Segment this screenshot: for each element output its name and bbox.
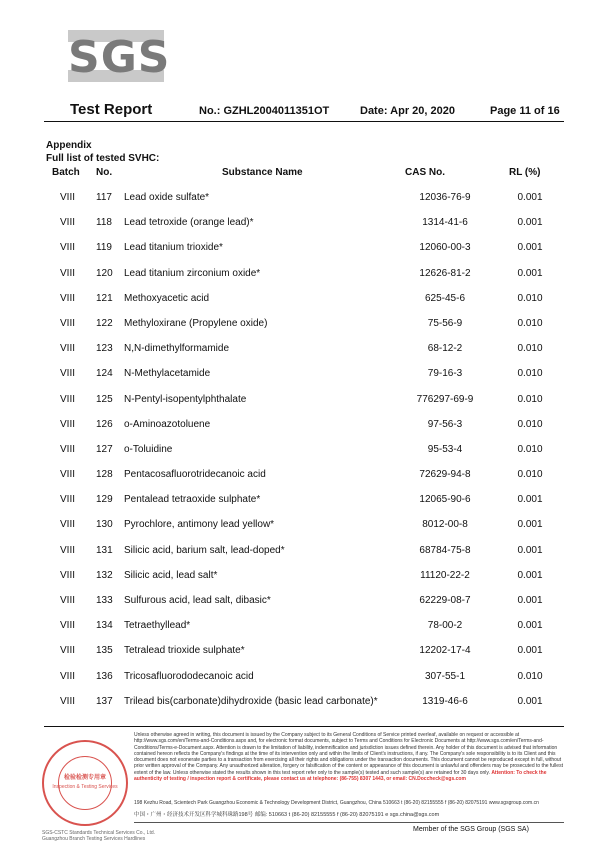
address-chinese: 中国・广州・经济技术开发区科学城科珠路198号 邮编: 510663 t (86-20) 82155555 f (86-20) 82075191 e sgs.china@sgs.com — [134, 812, 440, 818]
cell-cas-number: 95-53-4 — [427, 443, 463, 455]
table-row — [0, 512, 600, 537]
cell-batch: VIII — [60, 620, 76, 632]
cell-substance-name: Lead titanium trioxide* — [124, 242, 223, 254]
cell-no: 126 — [96, 418, 113, 430]
cell-batch: VIII — [60, 544, 76, 556]
cell-no: 119 — [96, 242, 112, 254]
cell-batch: VIII — [60, 519, 76, 531]
report-number: No.: GZHL2004011351OT — [199, 105, 330, 117]
cell-rl: 0.001 — [517, 519, 543, 531]
cell-batch: VIII — [60, 368, 76, 380]
cell-cas-number: 625-45-6 — [424, 292, 466, 304]
cell-cas-number: 12036-76-9 — [419, 192, 471, 203]
cell-cas-number: 8012-00-8 — [422, 519, 468, 531]
cell-cas-number: 12060-00-3 — [419, 242, 471, 254]
branch-name — [42, 830, 155, 842]
cell-batch: VIII — [60, 494, 76, 506]
inspection-stamp — [42, 740, 128, 826]
table-row — [0, 487, 600, 512]
cell-rl: 0.001 — [517, 217, 543, 229]
cell-rl: 0.001 — [517, 569, 543, 581]
disclaimer-body: Unless otherwise agreed in writing, this document is issued by the Company subject to its General Conditions of Service printed overleaf, available on request or accessible at http://www.sgs.com/en/Terms-and-Conditions.aspx and, for electronic format documents, subject to Terms and Conditions for Electronic Documents at http://www.sgs.com/en/Terms-and-Conditions/Terms-e-Document.aspx. Attention is drawn to the limitation of liability, indemnification and jurisdiction issues defined therein. Any holder of this document is advised that information contained hereon reflects the Company's findings at the time of its intervention only and within the limits of Client's instructions, if any. The Company's sole responsibility is to its Client and this document does not exonerate parties to a transaction from exercising all their rights and obligations under the transaction documents. This document cannot be reproduced except in full, without prior written approval of the Company. Any unauthorized alteration, forgery or falsification of the content or appearance of this document is unlawful and offenders may be prosecuted to the fullest extent of the law. Unless otherwise stated the results shown in this test report refer only to the sample(s) tested and such sample(s) are retained for 30 days only. — [134, 732, 563, 776]
logo-text: SGS — [68, 32, 171, 83]
report-date: Date: Apr 20, 2020 — [360, 105, 455, 117]
cell-no: 130 — [96, 519, 113, 531]
cell-rl: 0.010 — [517, 292, 543, 304]
cell-batch: VIII — [60, 595, 76, 606]
table-row — [0, 462, 600, 487]
cell-cas-number: 12202-17-4 — [419, 645, 471, 657]
cell-rl: 0.001 — [517, 192, 543, 203]
cell-substance-name: Tetraethyllead* — [124, 620, 191, 632]
table-row — [0, 437, 600, 462]
address-english: 198 Kezhu Road, Scientech Park Guangzhou Economic & Technology Development District, Guangzhou, China 510663 t (86-20) 82155555 f (86-20) 82075191 www.sgsgroup.com.cn — [134, 800, 539, 806]
table-row — [0, 538, 600, 563]
cell-batch: VIII — [60, 317, 76, 329]
table-row — [0, 286, 600, 311]
cell-substance-name: Lead tetroxide (orange lead)* — [124, 217, 254, 229]
cell-substance-name: Lead titanium zirconium oxide* — [124, 267, 261, 279]
cell-substance-name: Methyloxirane (Propylene oxide) — [124, 317, 268, 329]
cell-no: 135 — [96, 645, 113, 657]
cell-substance-name: N-Methylacetamide — [124, 368, 211, 380]
cell-substance-name: Pyrochlore, antimony lead yellow* — [124, 519, 275, 531]
table-row — [0, 210, 600, 235]
cell-cas-number: 307-55-1 — [424, 670, 466, 682]
table-row — [0, 361, 600, 386]
table-row — [0, 311, 600, 336]
cell-no: 132 — [96, 569, 113, 581]
cell-cas-number: 1314-41-6 — [422, 217, 468, 229]
cell-no: 127 — [96, 443, 113, 455]
cell-no: 121 — [96, 292, 113, 304]
authenticity-notice: Attention: To check the authenticity of testing / inspection report & certificate, please contact us at telephone: (86-755) 8307 1443, or email: CN.Doccheck@sgs.com — [134, 769, 547, 783]
column-header-batch: Batch — [52, 167, 80, 178]
sgs-membership: Member of the SGS Group (SGS SA) — [413, 826, 529, 833]
cell-substance-name: N-Pentyl-isopentylphthalate — [124, 393, 247, 405]
cell-cas-number: 12626-81-2 — [419, 267, 471, 279]
cell-rl: 0.010 — [517, 393, 543, 405]
table-row — [0, 412, 600, 437]
cell-rl: 0.001 — [517, 695, 543, 707]
cell-rl: 0.010 — [517, 418, 543, 430]
cell-batch: VIII — [60, 569, 76, 581]
cell-substance-name: N,N-dimethylformamide — [124, 343, 230, 355]
cell-cas-number: 776297-69-9 — [416, 393, 474, 405]
table-row — [0, 613, 600, 638]
stamp-chinese-text: 检验检测专用章 — [63, 775, 106, 781]
column-header-cas: CAS No. — [405, 167, 445, 178]
cell-cas-number: 97-56-3 — [427, 418, 463, 430]
cell-no: 118 — [96, 217, 112, 229]
branch-label: Guangzhou Branch Testing Services Hardlines — [42, 836, 146, 842]
cell-cas-number: 62229-08-7 — [419, 595, 471, 606]
cell-cas-number: 72629-94-8 — [419, 469, 471, 481]
cell-no: 128 — [96, 469, 113, 481]
cell-batch: VIII — [60, 242, 76, 254]
header-divider — [44, 121, 564, 122]
cell-substance-name: Methoxyacetic acid — [124, 292, 210, 304]
cell-cas-number: 1319-46-6 — [422, 695, 468, 707]
footer-bottom-divider — [134, 822, 564, 823]
stamp-english-text: Inspection & Testing Services — [52, 784, 118, 790]
cell-cas-number: 11120-22-2 — [420, 569, 470, 581]
cell-no: 136 — [96, 670, 113, 682]
cell-no: 129 — [96, 494, 113, 506]
cell-batch: VIII — [60, 267, 76, 279]
table-row — [0, 563, 600, 588]
cell-rl: 0.001 — [517, 242, 543, 254]
table-row — [0, 261, 600, 286]
cell-rl: 0.001 — [517, 544, 543, 556]
table-row — [0, 387, 600, 412]
cell-substance-name: Sulfurous acid, lead salt, dibasic* — [124, 595, 271, 606]
appendix-heading: Appendix — [46, 140, 92, 151]
cell-rl: 0.010 — [517, 317, 543, 329]
cell-rl: 0.001 — [517, 267, 543, 279]
cell-no: 133 — [96, 595, 113, 606]
cell-substance-name: Silicic acid, barium salt, lead-doped* — [124, 544, 285, 556]
cell-substance-name: o-Aminoazotoluene — [124, 418, 211, 430]
cell-substance-name: Trilead bis(carbonate)dihydroxide (basic lead carbonate)* — [124, 695, 378, 707]
cell-rl: 0.010 — [517, 443, 543, 455]
cell-batch: VIII — [60, 645, 76, 657]
cell-substance-name: Tricosafluorododecanoic acid — [124, 670, 254, 682]
column-header-no: No. — [96, 167, 113, 178]
cell-rl: 0.010 — [517, 368, 543, 380]
cell-rl: 0.001 — [517, 620, 543, 632]
cell-no: 125 — [96, 393, 113, 405]
cell-batch: VIII — [60, 418, 76, 430]
cell-cas-number: 79-16-3 — [427, 368, 463, 380]
cell-no: 137 — [96, 695, 113, 707]
cell-substance-name: Pentacosafluorotridecanoic acid — [124, 469, 266, 481]
cell-rl: 0.010 — [517, 670, 543, 682]
cell-no: 122 — [96, 317, 113, 329]
cell-cas-number: 68-12-2 — [427, 343, 463, 355]
cell-batch: VIII — [60, 292, 76, 304]
cell-no: 124 — [96, 368, 113, 380]
cell-substance-name: Pentalead tetraoxide sulphate* — [124, 494, 261, 506]
cell-batch: VIII — [60, 695, 76, 707]
cell-rl: 0.010 — [517, 469, 543, 481]
cell-batch: VIII — [60, 217, 76, 229]
table-row — [0, 235, 600, 260]
table-row — [0, 664, 600, 689]
cell-substance-name: o-Toluidine — [124, 443, 173, 455]
column-header-substance: Substance Name — [222, 167, 303, 178]
cell-no: 123 — [96, 343, 113, 355]
table-row — [0, 336, 600, 361]
cell-cas-number: 68784-75-8 — [419, 544, 471, 556]
cell-no: 131 — [96, 544, 113, 556]
cell-batch: VIII — [60, 393, 76, 405]
footer-divider — [44, 726, 564, 727]
svhc-subtitle: Full list of tested SVHC: — [46, 153, 160, 164]
table-row — [0, 588, 600, 613]
cell-no: 134 — [96, 620, 113, 632]
cell-substance-name: Tetralead trioxide sulphate* — [124, 645, 245, 657]
cell-no: 120 — [96, 267, 113, 279]
report-title: Test Report — [70, 101, 153, 118]
cell-batch: VIII — [60, 443, 76, 455]
cell-substance-name: Silicic acid, lead salt* — [124, 569, 218, 581]
disclaimer-text — [134, 732, 564, 782]
cell-rl: 0.001 — [517, 595, 543, 606]
cell-cas-number: 78-00-2 — [427, 620, 463, 632]
table-row — [0, 638, 600, 663]
cell-batch: VIII — [60, 670, 76, 682]
cell-batch: VIII — [60, 343, 76, 355]
cell-cas-number: 12065-90-6 — [419, 494, 471, 506]
company-name: SGS-CSTC Standards Technical Services Co., Ltd. — [42, 830, 156, 836]
table-row — [0, 185, 600, 210]
column-header-rl: RL (%) — [509, 167, 541, 178]
sgs-logo — [68, 26, 171, 86]
page-number: Page 11 of 16 — [490, 105, 560, 117]
cell-rl: 0.001 — [517, 494, 543, 506]
table-row — [0, 689, 600, 714]
cell-rl: 0.001 — [517, 645, 543, 657]
cell-no: 117 — [96, 192, 112, 203]
svhc-table — [0, 185, 600, 714]
cell-batch: VIII — [60, 192, 76, 203]
stamp-inner-ring — [58, 756, 112, 810]
cell-substance-name: Lead oxide sulfate* — [124, 192, 210, 203]
cell-rl: 0.010 — [517, 343, 543, 355]
cell-cas-number: 75-56-9 — [427, 317, 463, 329]
cell-batch: VIII — [60, 469, 76, 481]
